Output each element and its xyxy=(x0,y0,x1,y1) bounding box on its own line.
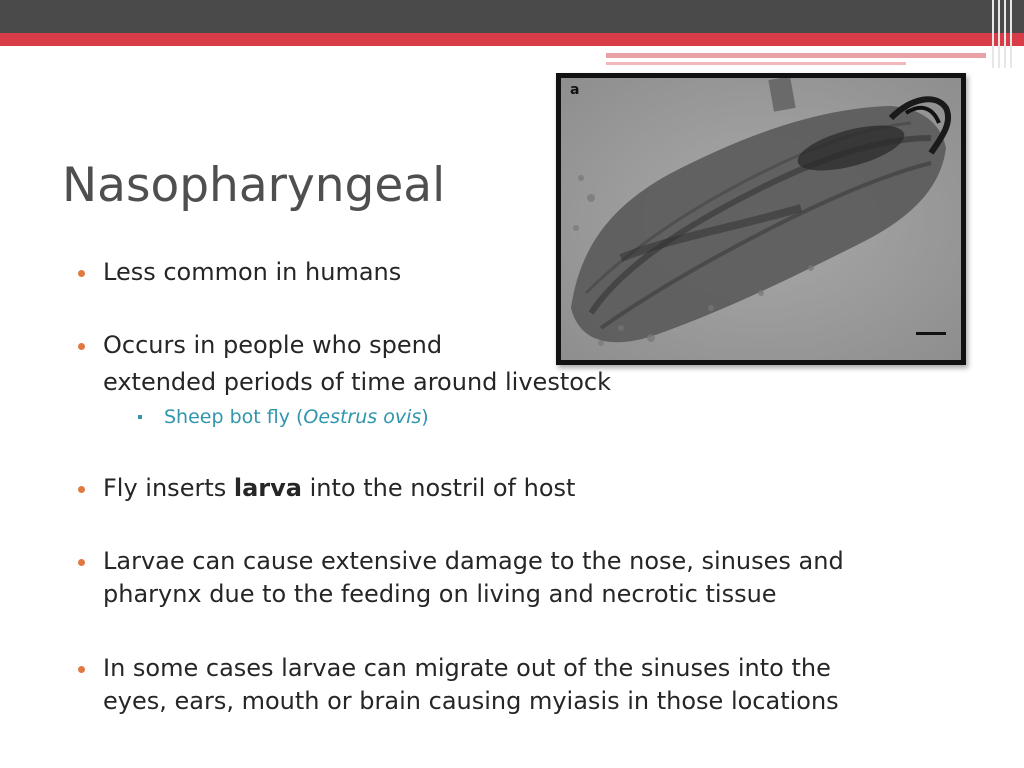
larva-micrograph-image xyxy=(556,73,966,365)
accent-line-2 xyxy=(606,62,906,65)
bullet-text: Occurs in people who spend xyxy=(103,331,443,359)
bullet-dot-icon xyxy=(78,270,85,277)
decorative-stripes xyxy=(992,0,1018,68)
bullet-text: pharynx due to the feeding on living and necrotic tissue xyxy=(103,580,777,608)
sub-bullet-square-icon xyxy=(138,415,142,419)
bullet-dot-icon xyxy=(78,486,85,493)
bullet-text: Larvae can cause extensive damage to the nose, sinuses and xyxy=(103,547,844,575)
bullet-dot-icon xyxy=(78,343,85,350)
top-band xyxy=(0,0,1024,33)
accent-band xyxy=(0,33,1024,46)
bullet-dot-icon xyxy=(78,559,85,566)
bullet-dot-icon xyxy=(78,666,85,673)
image-label: a xyxy=(570,82,580,98)
slide-title: Nasopharyngeal xyxy=(62,158,446,213)
bullet-text: Fly inserts larva into the nostril of host xyxy=(103,474,576,502)
bullet-text: In some cases larvae can migrate out of the sinuses into the xyxy=(103,654,831,682)
bullet-text: extended periods of time around livestock xyxy=(103,368,612,396)
sub-bullet-text: Sheep bot fly (Oestrus ovis) xyxy=(164,406,429,428)
bullet-text: eyes, ears, mouth or brain causing myiasis in those locations xyxy=(103,687,839,715)
accent-line xyxy=(606,53,986,58)
bullet-text: Less common in humans xyxy=(103,258,402,286)
